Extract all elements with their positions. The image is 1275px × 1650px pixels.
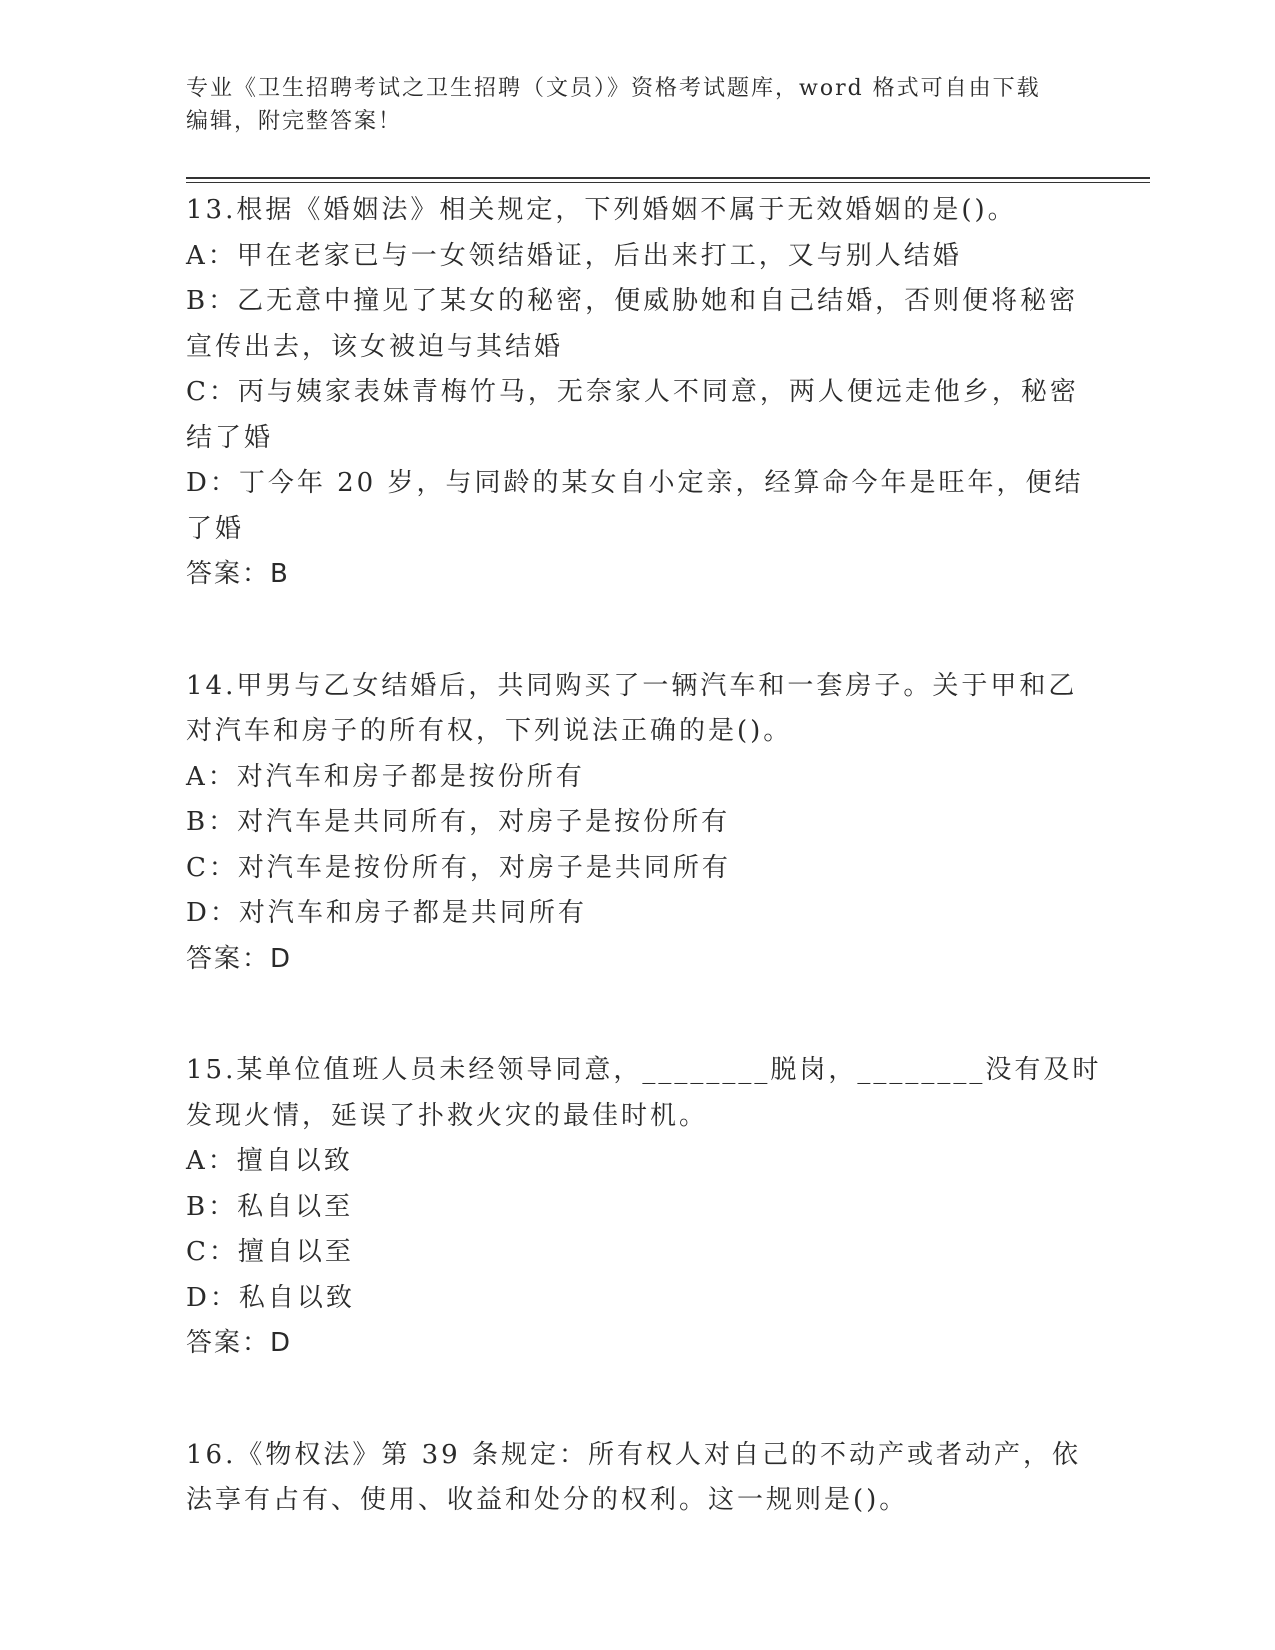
question-15-option-c: C：擅自以至 [186,1237,354,1267]
question-16-stem: 16.《物权法》第 39 条规定：所有权人对自己的不动产或者动产，依 [186,1439,1081,1470]
question-14-option-d: D：对汽车和房子都是共同所有 [186,898,587,928]
question-13-option-b-cont: 宣传出去，该女被迫与其结婚 [186,331,564,362]
question-15 [186,1048,1102,1367]
question-15-answer: 答案：D [186,1328,293,1358]
question-16-stem-cont: 法享有占有、使用、收益和处分的权利。这一规则是()。 [186,1485,909,1515]
question-list [186,188,1102,1590]
question-15-stem-cont: 发现火情，延误了扑救火灾的最佳时机。 [186,1100,709,1131]
question-13-option-c: C：丙与姨家表妹青梅竹马，无奈家人不同意，两人便远走他乡，秘密 [186,377,1079,407]
header-divider-thin [186,182,1150,183]
document-header [186,72,1066,138]
question-13-stem: 13.根据《婚姻法》相关规定，下列婚姻不属于无效婚姻的是()。 [186,195,1017,225]
header-line-2: 编辑，附完整答案！ [186,109,403,134]
question-15-option-a: A：擅自以致 [186,1146,353,1176]
question-14-option-c: C：对汽车是按份所有，对房子是共同所有 [186,852,731,883]
header-divider-thick [186,177,1150,179]
question-13-option-d-cont: 了婚 [186,513,245,544]
question-13-option-b: B：乙无意中撞见了某女的秘密，便威胁她和自己结婚，否则便将秘密 [186,286,1079,316]
question-14 [186,664,1076,983]
question-15-option-d: D：私自以致 [186,1282,355,1313]
question-16 [186,1433,1081,1524]
question-13 [186,188,1084,598]
question-14-stem: 14.甲男与乙女结婚后，共同购买了一辆汽车和一套房子。关于甲和乙 [186,670,1078,701]
question-13-option-c-cont: 结了婚 [186,422,274,453]
question-14-option-b: B：对汽车是共同所有，对房子是按份所有 [186,807,731,837]
header-line-1: 专业《卫生招聘考试之卫生招聘（文员）》资格考试题库，word 格式可自由下载 [186,76,1041,101]
question-14-option-a: A：对汽车和房子都是按份所有 [186,761,585,792]
question-13-answer: 答案：B [186,559,290,589]
question-14-answer: 答案：D [186,943,293,974]
question-15-stem: 15.某单位值班人员未经领导同意，________脱岗，________没有及时 [186,1055,1102,1085]
question-13-option-d: D：丁今年 20 岁，与同龄的某女自小定亲，经算命今年是旺年，便结 [186,468,1084,498]
question-13-option-a: A：甲在老家已与一女领结婚证，后出来打工，又与别人结婚 [186,240,962,271]
question-14-stem-cont: 对汽车和房子的所有权，下列说法正确的是()。 [186,716,793,746]
question-15-option-b: B：私自以至 [186,1191,354,1222]
